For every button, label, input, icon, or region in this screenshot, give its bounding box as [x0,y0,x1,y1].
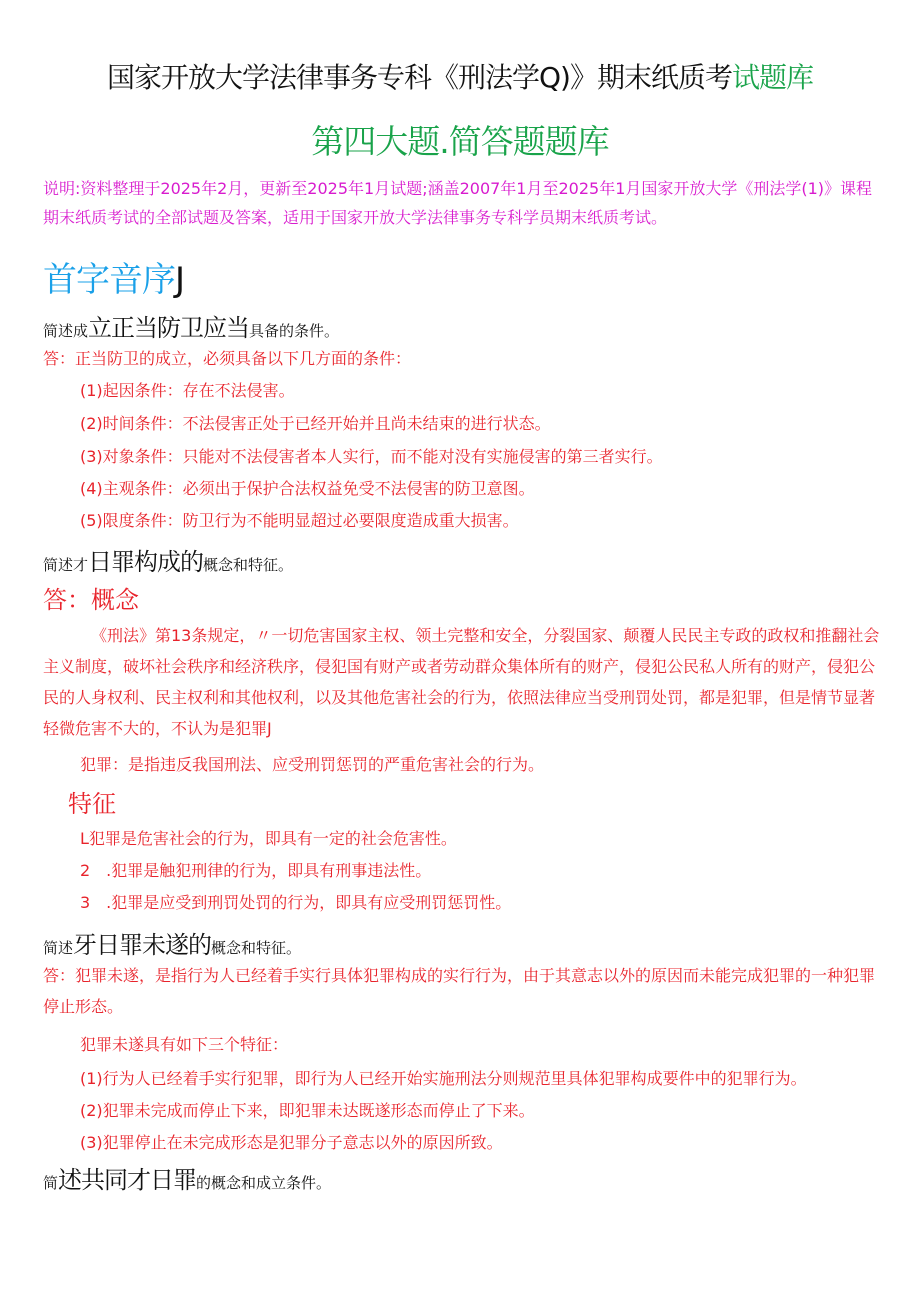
title-main: 国家开放大学法律事务专科《刑法学Q)》期末纸质考 [107,61,732,94]
answer-1-item: (5)限度条件：防卫行为不能明显超过必要限度造成重大损害。 [80,511,519,530]
question-4 [43,1160,331,1195]
section-heading [43,252,184,301]
answer-3-item: (2)犯罪未完成而停止下来，即犯罪未达既遂形态而停止了下来。 [80,1101,535,1120]
answer-1: 答：正当防卫的成立，必须具备以下几方面的条件： [43,349,412,368]
answer-1-item: (4)主观条件：必须出于保护合法权益免受不法侵害的防卫意图。 [80,479,535,498]
question-2-big: 日罪构成的 [88,548,204,576]
answer-1-item: (2)时间条件：不法侵害正处于已经开始并且尚未结束的进行状态。 [80,414,551,433]
question-3-post: 概念和特征。 [211,939,302,957]
answer-2-definition: 犯罪：是指违反我国刑法、应受刑罚惩罚的严重危害社会的行为。 [80,755,545,774]
question-4-pre: 简 [43,1174,59,1192]
question-3 [43,925,301,960]
question-1-pre: 简述成 [43,322,89,340]
section-tail: J [175,260,185,300]
answer-3-intro: 犯罪未遂具有如下三个特征： [80,1035,289,1054]
answer-2-heading: 答：概念 [43,586,139,614]
explanation-note: 说明:资料整理于2025年2月，更新至2025年1月试题;涵盖2007年1月至2025年1月国家开放大学《刑法学(1)》课程期末纸质考试的全部试题及答案，适用于国家开放大学法律事务专科学员期末纸质考试。 [43,179,873,227]
answer-2-feature: L犯罪是危害社会的行为，即具有一定的社会危害性。 [80,829,457,848]
answer-3-item: (3)犯罪停止在未完成形态是犯罪分子意志以外的原因所致。 [80,1133,503,1152]
document-title [0,56,920,96]
question-4-big: 述共同才日罪 [58,1166,197,1194]
question-2-pre: 简述才 [43,556,89,574]
title-tail: 试题库 [731,61,813,94]
answer-2-paragraph: 《刑法》第13条规定，〃一切危害国家主权、领土完整和安全，分裂国家、颠覆人民民主专政的政权和推翻社会主义制度，破坏社会秩序和经济秩序，侵犯国有财产或者劳动群众集体所有的财产，侵犯公民私人所有的财产，侵犯公民的人身权利、民主权利和其他权利，以及其他危害社会的行为，依照法律应当受刑罚处罚，都是犯罪，但是情节显著轻微危害不大的，不认为是犯罪J [43,626,880,738]
question-2 [43,542,293,577]
answer-2-feature-heading: 特征 [68,790,116,818]
document-subtitle: 第四大题.简答题题库 [311,122,609,161]
answer-1-item: (3)对象条件：只能对不法侵害者本人实行，而不能对没有实施侵害的第三者实行。 [80,447,663,466]
question-2-post: 概念和特征。 [203,556,294,574]
question-1-big: 立正当防卫应当 [88,314,250,342]
answer-1-item: (1)起因条件：存在不法侵害。 [80,381,295,400]
question-1-post: 具备的条件。 [249,322,340,340]
question-4-post: 的概念和成立条件。 [196,1174,332,1192]
answer-3-item: (1)行为人已经着手实行犯罪，即行为人已经开始实施刑法分则规范里具体犯罪构成要件中的犯罪行为。 [80,1069,807,1088]
answer-2-feature: 2 .犯罪是触犯刑律的行为，即具有刑事违法性。 [80,861,432,880]
question-3-pre: 简述 [43,939,74,957]
question-1 [43,308,339,343]
answer-2-feature: 3 .犯罪是应受到刑罚处罚的行为，即具有应受刑罚惩罚性。 [80,893,512,912]
section-title: 首字音序 [43,260,175,300]
answer-3: 答：犯罪未遂，是指行为人已经着手实行具体犯罪构成的实行行为，由于其意志以外的原因而未能完成犯罪的一种犯罪停止形态。 [43,966,876,1016]
question-3-big: 牙日罪未遂的 [73,931,212,959]
